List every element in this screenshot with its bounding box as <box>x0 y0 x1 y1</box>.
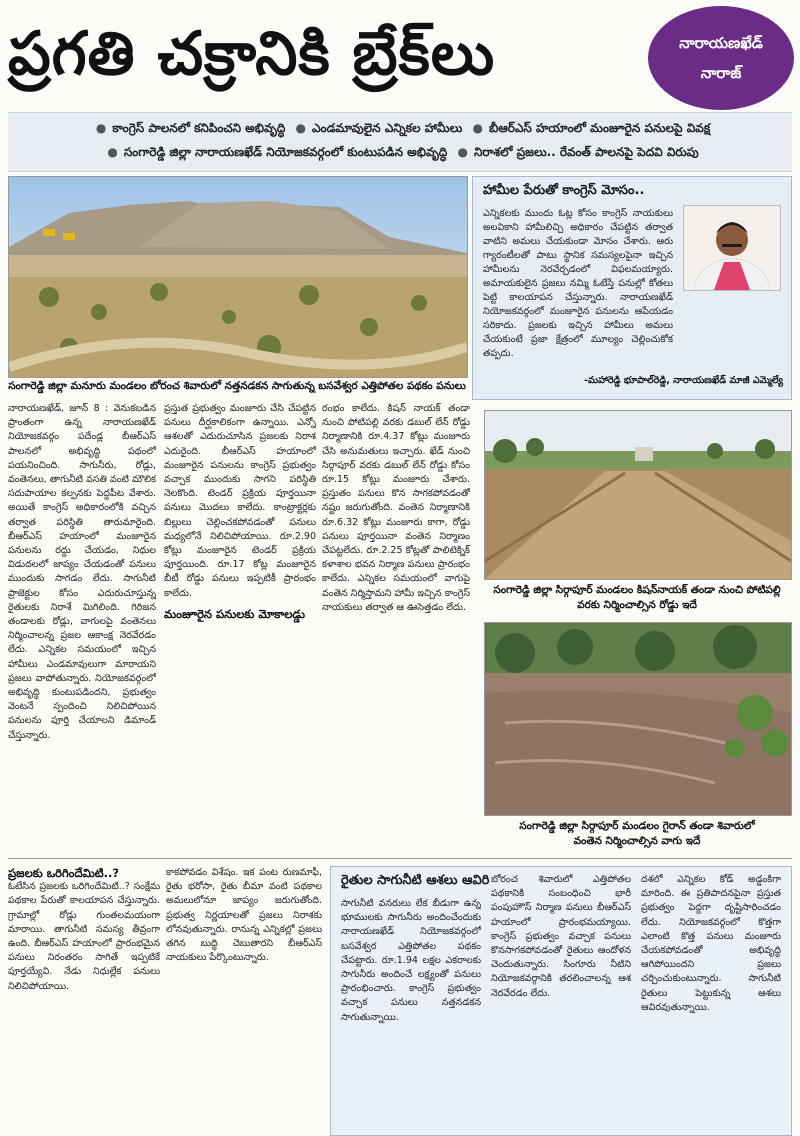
portrait-photo <box>683 205 781 291</box>
caption-line: సంగారెడ్డి జిల్లా సిర్గాపూర్ మండలం గైరాన్ తండా శివారులో <box>519 820 755 832</box>
irrigation-column-3: దశలో ఎన్నికల కోడ్ అడ్డంకిగా మారింది. ఈ ప్రతిపాదనపైనా ప్రస్తుత ప్రభుత్వం పెద్దగా దృష్టిసారించడం లేదు. నియోజకవర్గంలో కొత్తగా ఎలాంటి కొత్త పనులు మంజూరు చేయకపోవడంతో అభివృద్ధి ఆగిపోయిందని ప్రజలు చర్చించుకుంటున్నారు. సాగునీటి రైతులు పెట్టుకున్న ఆశలు ఆవిరవుతున్నాయి. <box>641 874 781 1013</box>
irrigation-column-1: సాగునీటి వనరులు లేక బీడుగా ఉన్న భూములకు సాగునీరు అందించేందుకు నారాయణఖేడ్ నియోజకవర్గంలో బసవేశ్వర ఎత్తిపోతల పథకం చేపట్టారు. రూ.1.94 లక్షల ఎకరాలకు సాగునీరు అందించే లక్ష్యంతో పనులు ప్రారంభించారు. కాంగ్రెస్ ప్రభుత్వం వచ్చాక పనులు నత్తనడకన సాగుతున్నాయి. <box>341 898 481 1023</box>
article-column-2 <box>164 402 316 854</box>
quote-signature: -మహారెడ్డి భూపాల్‌రెడ్డి, నారాయణఖేడ్ మాజీ ఎమ్మెల్యే <box>584 375 783 386</box>
irrigation-box-title: రైతుల సాగునీటి ఆశలు ఆవిరి <box>341 873 490 888</box>
subheading-people: ప్రజలకు ఒరిగిందేమిటి..? <box>8 866 120 880</box>
highlight-item: కాంగ్రెస్ పాలనలో కనిపించని అభివృద్ధి <box>112 121 286 135</box>
stream-photo <box>484 622 792 816</box>
section-divider <box>8 858 792 859</box>
article-column-2-intro: ప్రస్తుత ప్రభుత్వం మంజూరు చేసి చేపట్టిన పనులు దీర్ఘకాలికంగా ఉన్నాయి. ఎన్నో ఆశలతో ఎదురుచూసిన ప్రజలకు నిరాశ ఎదురైంది. బీఆర్ఎస్ హయాంలో మంజూరైన పనులను కాంగ్రెస్ ప్రభుత్వం వచ్చాక ముందుకు సాగని పరిస్థితి నెలకొంది. టెండర్ ప్రక్రియ పూర్తయినా పనులు మొదలు కాలేదు. కాంట్రాక్టర్లకు బిల్లులు చెల్లించకపోవడంతో పనులు మధ్యలోనే నిలిచిపోయాయి. రూ.2.90 కోట్లు మంజూరైన టెండర్ ప్రక్రియ పూర్తయింది. రూ.17 కోట్ల మంజూరైన బీటీ రోడ్డు పనులు ఇప్పటికీ ప్రారంభం కాలేదు. <box>164 403 316 599</box>
highlight-item: బీఆర్ఎస్ హయాంలో మంజూరైన పనులపై వివక్ష <box>488 121 711 135</box>
highlights-strip <box>8 112 792 172</box>
caption-line: వంతెన నిర్మించాల్సిన వాగు ఇదే <box>573 835 701 847</box>
highlights-row-2: ● సంగారెడ్డి జిల్లా నారాయణఖేడ్ నియోజకవర్గంలో కుంటుపడిన అభివృద్ధి ● నిరాశలో ప్రజలు.. రేవంత్ పాలనపై పెదవి విరుపు <box>107 145 699 159</box>
caption-line: వరకు నిర్మించాల్సిన రోడ్డు ఇదే <box>577 599 697 611</box>
construction-site-photo <box>8 176 468 378</box>
bottom-article-1-body: ఓటేసిన ప్రజలకు ఒరిగిందేమిటి..? సంక్షేమ పథకాల పేరుతో కాలయాపన చేస్తున్నారు. గ్రామాల్లో రోడ్లు గుంతలమయంగా మారాయి. తాగునీటి సమస్య తీవ్రంగా ఉంది. బీఆర్ఎస్ హయాంలో ప్రారంభమైన పనులు నిరంతరం సాగితే ఇప్పటికే పూర్తయ్యేవి. నేడు నిధుల్లేక పనులు నిలిచిపోయాయి. <box>8 881 160 992</box>
section-badge <box>648 6 794 110</box>
highlight-item: నిరాశలో ప్రజలు.. రేవంత్ పాలనపై పెదవి విరుపు <box>473 145 699 159</box>
dirt-road-photo <box>484 410 792 580</box>
irrigation-column-2: బోరంచ శివారులో ఎత్తిపోతల పథకానికి సంబంధించి భారీ పంపుహౌస్ నిర్మాణ పనులు బీఆర్ఎస్ హయాంలో ప్రారంభమయ్యాయి. కాంగ్రెస్ ప్రభుత్వం వచ్చాక పనులు కొనసాగకపోవడంతో రైతులు ఆందోళన చెందుతున్నారు. సింగూరు నీటిని నియోజకవర్గానికి తరలించాలన్న ఆశ నెరవేరడం లేదు. <box>491 874 631 999</box>
badge-line-2: నారాజ్ <box>700 64 742 82</box>
article-column-3: రంభం కాలేదు. కిషన్ నాయక్ తండా నుంచి పోటిపల్లి వరకు డబుల్ లేన్ రోడ్డు నిర్మాణానికి రూ.4.37 కోట్లు మంజూరు చేసి అనుమతులు ఇచ్చారు. ఖేడ్ నుంచి సిర్గాపూర్ వరకు డబుల్ లేన్ రోడ్డు కోసం రూ.15 కోట్లు మంజూరు చేశారు. ప్రస్తుతం పనులు కొన సాగకపోవడంతో నష్టం జరుగుతోంది. వంతెన నిర్మాణానికి రూ.6.32 కోట్లు మంజూరు కాగా, రోడ్డు పనులు పూర్తయినా వంతెన నిర్మాణం చేపట్టలేదు. రూ.2.25 కోట్లతో పాలిటెక్నిక్ కళాశాల భవన నిర్మాణ పనులు ప్రారంభం కాలేదు. ఎన్నికల సమయంలో వాగుపై వంతెన నిర్మిస్తామని హామీ ఇచ్చిన కాంగ్రెస్ నాయకులు తర్వాత ఆ ఊసెత్తడం లేదు. <box>322 403 470 613</box>
quote-title: హామీల పేరుతో కాంగ్రెస్ మోసం.. <box>483 183 645 198</box>
photo-caption <box>484 584 790 614</box>
quote-box <box>472 176 792 400</box>
highlight-item: ఎండమావులైన ఎన్నికల హామీలు <box>311 121 463 135</box>
quote-body: ఎన్నికలకు ముందు ఓట్ల కోసం కాంగ్రెస్ నాయకులు అలవికాని హామీలిచ్చి అధికారం చేపట్టిన తర్వాత వాటిని అమలు చేయకుండా మోసం చేశారు. ఆరు గ్యారంటీలతో పాటు స్థానిక సమస్యలపైనా ఇచ్చిన హామీలను నెరవేర్చడంలో విఫలమయ్యారు. అమాయకులైన ప్రజలు నమ్మి ఓటేస్తే పనుల్లో కోతలు పెట్టి కాలయాపన చేస్తున్నారు. నారాయణఖేడ్ నియోజకవర్గంలో మంజూరైన పనులను ఆపేయడం సరికాదు. ప్రజలకు ఇచ్చిన హామీలు అమలు చేయకుంటే ప్రజా క్షేత్రంలో మూల్యం చెల్లించుకోక తప్పదు. <box>483 208 673 359</box>
subheading-pending-works: మంజూరైన పనులకు మోకాలడ్డు <box>164 606 305 621</box>
badge-line-1: నారాయణఖేడ్ <box>679 34 763 52</box>
headline: ప్రగతి చక్రానికి బ్రేక్‌లు <box>8 19 496 89</box>
photo-caption <box>484 820 790 850</box>
bottom-article-2: కాకపోవడం విశేషం. ఇక పంట రుణమాఫీ, రైతు భరోసా, రైతు బీమా వంటి పథకాల అమలులోనూ జాప్యం జరుగుతోంది. ప్రభుత్వ నిర్ణయాలతో ప్రజలు నిరాశకు లోనవుతున్నారు. రానున్న ఎన్నికల్లో ప్రజలు తగిన బుద్ధి చెబుతారని బీఆర్ఎస్ నాయకులు పేర్కొంటున్నారు. <box>166 867 322 964</box>
bottom-article-1 <box>8 866 160 1134</box>
caption-line: సంగారెడ్డి జిల్లా సిర్గాపూర్ మండలం కిషన్‌నాయక్ తండా నుంచి పోటిపల్లి <box>493 584 781 596</box>
irrigation-box <box>330 866 792 1136</box>
article-column-1: నారాయణఖేడ్, జూన్ 8 : వెనుకబడిన ప్రాంతంగా ఉన్న నారాయణఖేడ్ నియోజకవర్గం పదేండ్ల బీఆర్ఎస్ పాలనలో అభివృద్ధి పథంలో పయనించింది. సాగునీరు, రోడ్లు, వంతెనలు, తాగునీటి వసతి వంటి మౌలిక సదుపాయాల కల్పనకు పెద్దపీట వేశారు. అయితే కాంగ్రెస్ అధికారంలోకి వచ్చిన తర్వాత పరిస్థితి తారుమారైంది. బీఆర్ఎస్ హయాంలో మంజూరైన పనులను రద్దు చేయడం, నిధుల విడుదలలో జాప్యం చేయడంతో పనులు ముందుకు సాగడం లేదు. సాగునీటి ప్రాజెక్టుల కోసం ఎదురుచూస్తున్న రైతులకు నిరాశే మిగిలింది. గిరిజన తండాలకు రోడ్లు, వాగులపై వంతెనలు నిర్మించాలన్న ప్రజల ఆకాంక్ష నెరవేరడం లేదు. ఎన్నికల సమయంలో ఇచ్చిన హామీలు ఎండమావులుగా మారాయని ప్రజలు వాపోతున్నారు. నియోజకవర్గంలో అభివృద్ధి కుంటుపడిందని, ప్రభుత్వం వెంటనే స్పందించి నిలిచిపోయిన పనులను పూర్తి చేయాలని డిమాండ్ చేస్తున్నారు. <box>8 403 156 741</box>
highlights-row-1: ● కాంగ్రెస్ పాలనలో కనిపించని అభివృద్ధి ● ఎండమావులైన ఎన్నికల హామీలు ● బీఆర్ఎస్ హయాంలో మంజూరైన పనులపై వివక్ష <box>95 121 711 135</box>
photo-caption: సంగారెడ్డి జిల్లా మనూరు మండలం బోరంచ శివారులో నత్తనడకన సాగుతున్న బసవేశ్వర ఎత్తిపోతల పథకం పనులు <box>8 380 466 392</box>
highlight-item: సంగారెడ్డి జిల్లా నారాయణఖేడ్ నియోజకవర్గంలో కుంటుపడిన అభివృద్ధి <box>123 145 448 159</box>
